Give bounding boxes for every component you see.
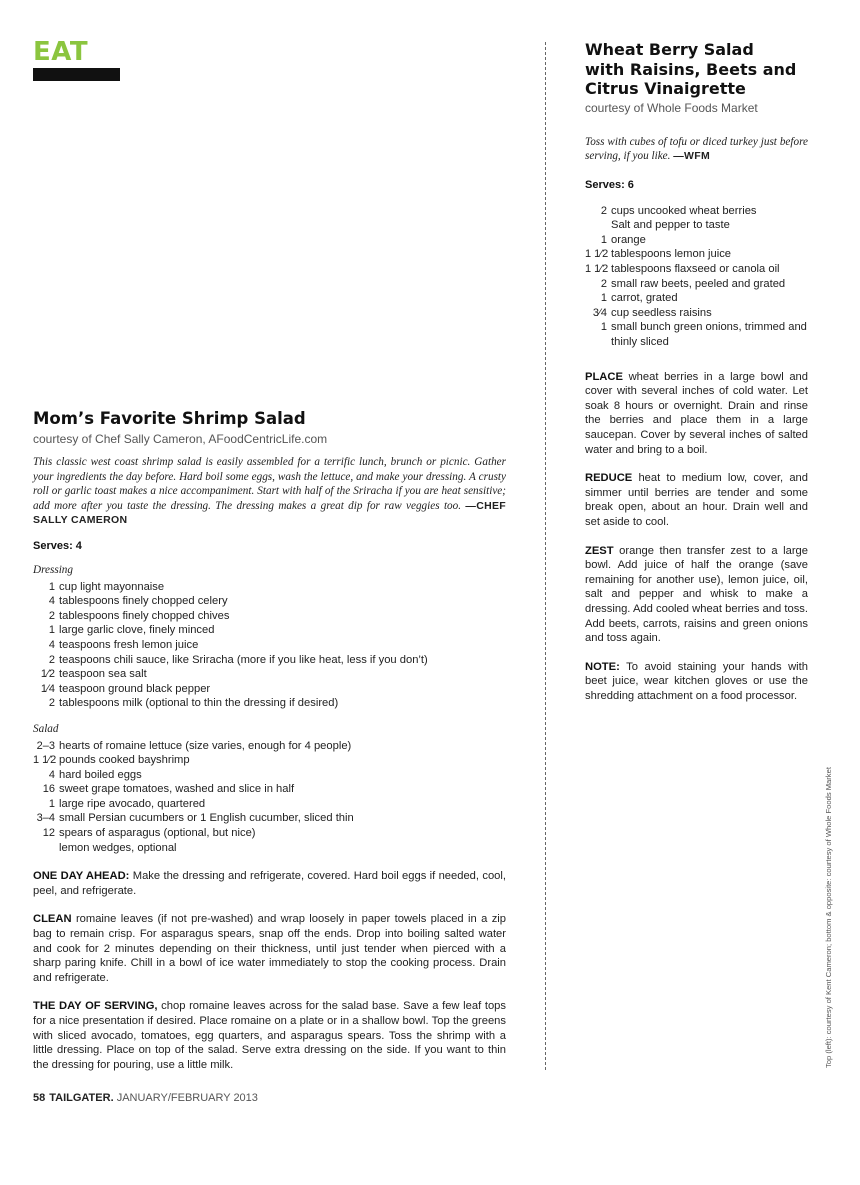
ingredient-row: 1 1⁄2 tablespoons flaxseed or canola oil [585, 263, 780, 276]
ingredient-row: 2–3 hearts of romaine lettuce (size varies, enough for 4 people) [36, 739, 352, 752]
ingredient-row: 3⁄4 cup seedless raisins [592, 306, 712, 319]
ingredient-row: 4 hard boiled eggs [48, 768, 142, 781]
ingredient-row: 3–4 small Persian cucumbers or 1 English cucumber, sliced thin [36, 812, 354, 825]
ingredient-row: 16 sweet grape tomatoes, washed and slice in half [42, 783, 295, 796]
step-paragraph: ONE DAY AHEAD: Make the dressing and refrigerate, covered. Hard boil eggs if needed, cool, peel, and refrigerate. [33, 870, 506, 897]
recipe-signature: —WFM [673, 150, 711, 163]
recipe-courtesy: courtesy of Whole Foods Market [585, 100, 758, 115]
recipe-title: Mom’s Favorite Shrimp Salad [33, 409, 306, 428]
ingredient-row: 1 large garlic clove, finely minced [48, 624, 215, 637]
ingredient-row: 1 1⁄2 pounds cooked bayshrimp [33, 754, 190, 767]
dressing-label: Dressing [33, 563, 73, 576]
shrimp-salad-recipe [33, 408, 506, 1072]
wheat-berry-ingredients [585, 204, 808, 350]
step-paragraph: CLEAN romaine leaves (if not pre-washed) and wrap loosely in paper towels placed in a zip bag to remain crisp. For asparagus spears, snap off the ends. Drop into boiling salted water and cook for 2 minutes depending on their thickness, until just tender when pierced with a sharp paring knife. Chill in a bowl of ice water immediately to stop the cooking process. Drain and refrigerate. [33, 913, 507, 984]
recipe-intro: Toss with cubes of tofu or diced turkey just before serving, if you like. —WFM [585, 135, 808, 163]
ingredient-row: 2 tablespoons milk (optional to thin the dressing if desired) [48, 697, 339, 710]
column-divider [545, 42, 546, 1070]
ingredient-row: 1 small bunch green onions, trimmed and thinly sliced [600, 321, 807, 349]
ingredient-row: 1 orange [600, 233, 646, 246]
footer-separator: . [110, 1092, 114, 1104]
ingredient-row: 4 tablespoons finely chopped celery [48, 595, 228, 608]
dressing-ingredients [33, 580, 506, 711]
magazine-name: TAILGATER [49, 1092, 111, 1104]
recipe-courtesy: courtesy of Chef Sally Cameron, AFoodCentricLife.com [33, 432, 328, 446]
recipe-title: Wheat Berry Salad with Raisins, Beets and Citrus Vinaigrette [585, 40, 797, 98]
step-paragraph: REDUCE heat to medium low, cover, and simmer until berries are tender and some break open, about an hour. Drain well and set aside to cool. [585, 472, 809, 528]
ingredient-row: 4 teaspoons fresh lemon juice [48, 638, 199, 651]
ingredient-row: 12 spears of asparagus (optional, but nice) [42, 827, 256, 840]
step-paragraph: NOTE: To avoid staining your hands with beet juice, wear kitchen gloves or use the shredding attachment on a food processor. [585, 660, 808, 702]
salad-label: Salad [33, 722, 59, 735]
recipe-intro: This classic west coast shrimp salad is easily assembled for a terrific lunch, brunch or picnic. Gather your ingredients the day before. Hard boil some eggs, wash the lettuce, and make your dressing. A crusty roll or garlic toast makes a nice accompaniment. Start with half of the Sriracha if you are heat sensitive; add more after you taste the dressing. The dressing makes a great dip for raw veggies too. —CHEF SALLY CAMERON [33, 456, 507, 527]
wheat-berry-salad-recipe [585, 40, 808, 704]
section-header [33, 38, 120, 81]
ingredient-row: 1⁄4 teaspoon ground black pepper [40, 682, 211, 695]
ingredient-row: 1 carrot, grated [600, 292, 678, 305]
ingredient-row: 2 small raw beets, peeled and grated [600, 277, 786, 290]
step-paragraph: ZEST orange then transfer zest to a large bowl. Add juice of half the orange (save remaining for another use), lemon juice, oil, salt and pepper and whisk to make a dressing. Add cooled wheat berries and toss. Add beets, carrots, raisins and green onions and toss again. [585, 544, 808, 645]
salad-ingredients [33, 739, 506, 856]
ingredient-row: 2 cups uncooked wheat berries [600, 204, 757, 217]
ingredient-row: 1 cup light mayonnaise [48, 580, 165, 593]
ingredient-row: 1 large ripe avocado, quartered [48, 797, 206, 810]
ingredient-row: 2 teaspoons chili sauce, like Sriracha (more if you like heat, less if you don’t) [48, 653, 428, 666]
step-paragraph: THE DAY OF SERVING, chop romaine leaves across for the salad base. Save a few leaf tops for a nice presentation if desired. Place romaine on a plate or in a shallow bowl. Top the greens with sliced avocado, tomatoes, egg quarters, and asparagus spears. Toss the shrimp with a little dressing. Place on top of the salad. Serve extra dressing on the side. If you want to thin the dressing for pouring, use a little milk. [33, 1000, 506, 1071]
section-label: EAT [33, 37, 89, 67]
ingredient-row: 1⁄2 teaspoon sea salt [40, 668, 147, 681]
serves-label: Serves: 4 [33, 539, 82, 552]
recipe-signature: —CHEF SALLY CAMERON [33, 499, 507, 527]
serves-label: Serves: 6 [585, 178, 634, 191]
photo-credit: Top (left): courtesy of Kent Cameron; bottom & opposite: courtesy of Whole Foods Market [824, 767, 833, 1068]
issue-date: JANUARY/FEBRUARY 2013 [116, 1092, 258, 1104]
section-bar [33, 68, 120, 81]
ingredient-row: Salt and pepper to taste [611, 219, 730, 232]
step-paragraph: PLACE wheat berries in a large bowl and cover with several inches of cold water. Let soak 8 hours or overnight. Drain and rinse the berries and place them in a large saucepan. Cover by several inches of salted water and bring to a boil. [585, 370, 808, 456]
ingredient-row: 2 tablespoons finely chopped chives [48, 609, 230, 622]
ingredient-row: 1 1⁄2 tablespoons lemon juice [585, 248, 732, 261]
page-number: 58 [33, 1092, 46, 1104]
page-footer [33, 1092, 258, 1104]
ingredient-row: lemon wedges, optional [59, 841, 177, 854]
